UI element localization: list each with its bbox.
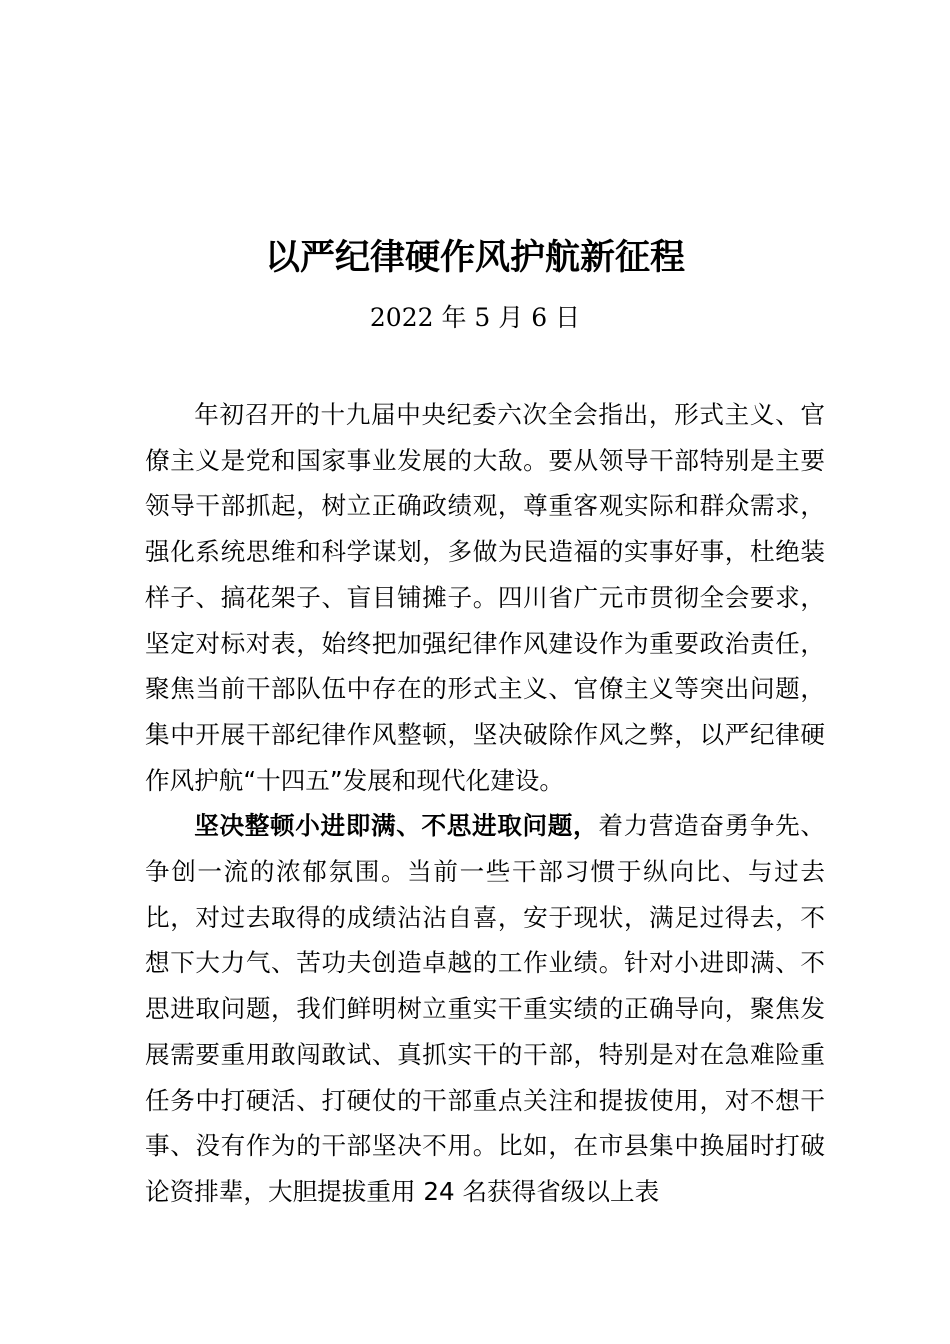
paragraph-1 [145, 392, 825, 803]
paragraph-1-text: 年初召开的十九届中央纪委六次全会指出，形式主义、官僚主义是党和国家事业发展的大敌。要从领导干部特别是主要领导干部抓起，树立正确政绩观，尊重客观实际和群众需求，强化系统思维和科学谋划，多做为民造福的实事好事，杜绝装样子、搞花架子、盲目铺摊子。四川省广元市贯彻全会要求，坚定对标对表，始终把加强纪律作风建设作为重要政治责任，聚焦当前干部队伍中存在的形式主义、官僚主义等突出问题，集中开展干部纪律作风整顿，坚决破除作风之弊，以严纪律硬作风护航“十四五”发展和现代化建设。 [145, 400, 825, 795]
document-date: 2022 年 5 月 6 日 [369, 303, 581, 332]
paragraph-2 [145, 803, 825, 1214]
paragraph-2-text: 着力营造奋勇争先、争创一流的浓郁氛围。当前一些干部习惯于纵向比、与过去比，对过去取得的成绩沾沾自喜，安于现状，满足过得去，不想下大力气、苦功夫创造卓越的工作业绩。针对小进即满、不思进取问题，我们鲜明树立重实干重实绩的正确导向，聚焦发展需要重用敢闯敢试、真抓实干的干部，特别是对在急难险重任务中打硬活、打硬仗的干部重点关注和提拔使用，对不想干事、没有作为的干部坚决不用。比如，在市县集中换届时打破论资排辈，大胆提拔重用 24 名获得省级以上表 [145, 811, 825, 1206]
paragraph-2-lead: 坚决整顿小进即满、不思进取问题， [194, 811, 599, 841]
document-body [145, 392, 825, 1215]
document-title: 以严纪律硬作风护航新征程 [264, 238, 685, 278]
